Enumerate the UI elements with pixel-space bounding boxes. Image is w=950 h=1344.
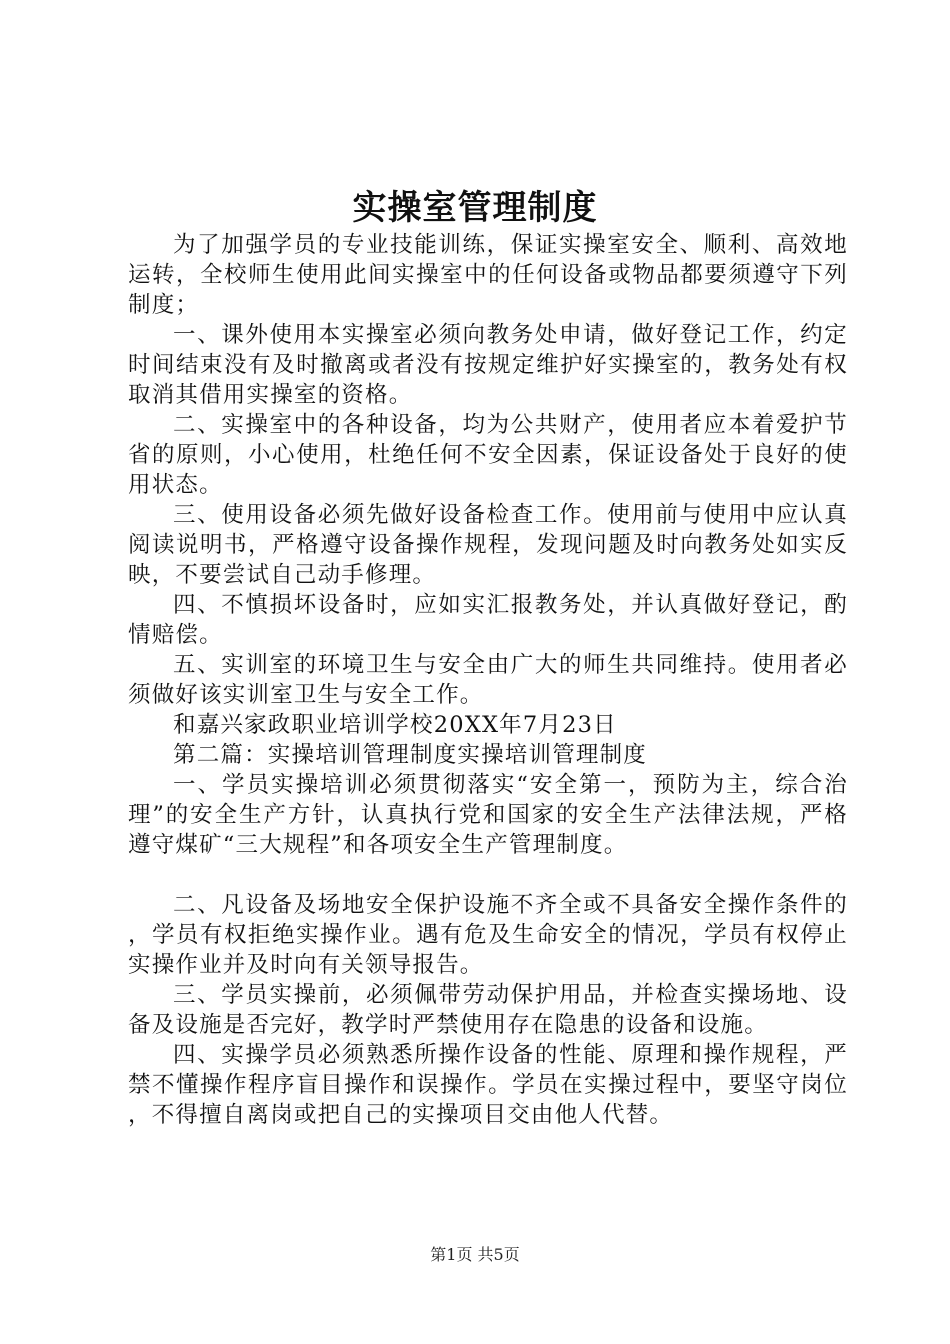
paragraph: 五、实训室的环境卫生与安全由广大的师生共同维持。使用者必须做好该实训室卫生与安全工作。 <box>128 652 848 708</box>
signature-line: 和嘉兴家政职业培训学校20XX年7月23日 <box>173 712 617 738</box>
paragraph: 为了加强学员的专业技能训练，保证实操室安全、顺利、高效地运转，全校师生使用此间实操室中的任何设备或物品都要须遵守下列制度； <box>128 232 848 318</box>
paragraph: 四、实操学员必须熟悉所操作设备的性能、原理和操作规程，严禁不懂操作程序盲目操作和误操作。学员在实操过程中，要坚守岗位，不得擅自离岗或把自己的实操项目交由他人代替。 <box>128 1042 848 1128</box>
paragraph: 三、使用设备必须先做好设备检查工作。使用前与使用中应认真阅读说明书，严格遵守设备操作规程，发现问题及时向教务处如实反映，不要尝试自己动手修理。 <box>128 502 848 588</box>
section-heading: 第二篇：实操培训管理制度实操培训管理制度 <box>173 742 648 768</box>
paragraph: 二、实操室中的各种设备，均为公共财产，使用者应本着爱护节省的原则，小心使用，杜绝任何不安全因素，保证设备处于良好的使用状态。 <box>128 412 848 498</box>
paragraph: 一、课外使用本实操室必须向教务处申请，做好登记工作，约定时间结束没有及时撤离或者没有按规定维护好实操室的，教务处有权取消其借用实操室的资格。 <box>128 322 848 408</box>
paragraph: 三、学员实操前，必须佩带劳动保护用品，并检查实操场地、设备及设施是否完好，教学时严禁使用存在隐患的设备和设施。 <box>128 982 848 1038</box>
page-footer: 第1页 共5页 <box>430 1245 520 1264</box>
paragraph: 一、学员实操培训必须贯彻落实“安全第一，预防为主，综合治理”的安全生产方针，认真执行党和国家的安全生产法律法规，严格遵守煤矿“三大规程”和各项安全生产管理制度。 <box>128 772 848 858</box>
document-title: 实操室管理制度 <box>352 188 598 228</box>
paragraph: 二、凡设备及场地安全保护设施不齐全或不具备安全操作条件的，学员有权拒绝实操作业。遇有危及生命安全的情况，学员有权停止实操作业并及时向有关领导报告。 <box>128 892 848 978</box>
blank-line <box>128 860 848 890</box>
document-body <box>128 230 848 1130</box>
paragraph: 四、不慎损坏设备时，应如实汇报教务处，并认真做好登记，酌情赔偿。 <box>128 592 848 648</box>
